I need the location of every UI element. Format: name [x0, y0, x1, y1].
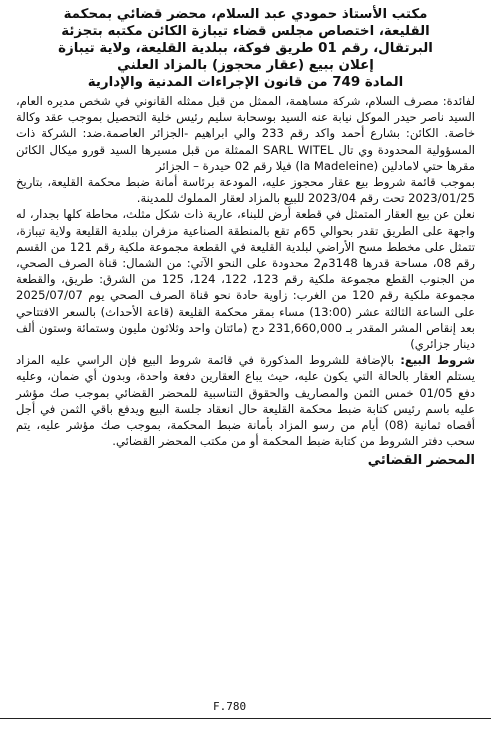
- heading-line: القليعة، اختصاص مجلس قضاء تيبازة الكائن مكتبه بتجزئة: [61, 24, 430, 39]
- heading-line: البرتقال، رقم 01 طريق فوكة، ببلدية القليعة، ولاية تيبازة: [58, 41, 433, 56]
- sale-terms-text: بالإضافة للشروط المذكورة في قائمة شروط البيع فإن الراسي عليه المزاد يستلم العقار بالحالة التي يكون عليه، حيث يباع العقارين دفعة واحدة، وبدون أي ضمان، وعليه دفع 01/05 خمس الثمن والمصاريف والحقوق التناسبية للمحضر القضائي بموجب صك مؤشر عليه باسم رئيس كتابة ضبط محكمة القليعة حال انعقاد جلسة البيع ويدفع باقي الثمن في أجل أقصاه ثمانية (08) أيام من رسو المزاد بأمانة ضبط المحكمة، بموجب صك مؤشر عليه، يتم سحب دفتر الشروط من كتابة ضبط المحكمة أو من مكتب المحضر القضائي.: [16, 353, 475, 449]
- reference-number: F.780: [213, 700, 247, 713]
- conditions-reference-paragraph: بموجب قائمة شروط بيع عقار محجوز عليه، المودعة برئاسة أمانة ضبط محكمة القليعة، بتاريخ 2023/01/25 تحت رقم 2023/04 للبيع بالمزاد لعقار المملوك للمدينة.: [16, 175, 475, 206]
- property-description-paragraph: نعلن عن بيع العقار المتمثل في قطعة أرض للبناء، عارية ذات شكل مثلث، محاطة كلها بجدار، له واجهة على الطريق تقدر بحوالي 65م تقع بالمنطقة الصناعية مزفران ببلدية القليعة ولاية تيبازة، تتمثل على مخطط مسح الأراضي لبلدية القليعة في القطعة مجموعة ملكية رقم 121 من القسم رقم 08، مساحة قدرها 3148م2 محدودة على النحو الآتي: من الشمال: قناة الصرف الصحي، من الجنوب القطع مجموعة ملكية رقم 123، 122، 124، 125 من الشرق: طريق، والقطعة مجموعة ملكية رقم 120 من الغرب: زاوية حادة نحو قناة الصرف الصحي يوم 2025/07/07 على الساعة الثالثة عشر (13:00) مساء بمقر محكمة القليعة (قاعة الأحداث) بالسعر الافتتاحي بعد إنقاص المشر المقدر بـ 231,660,000 دج (مائتان واحد وثلاثون مليون وستمائة وستون ألف دينار جزائري): [16, 207, 475, 352]
- bottom-divider: [0, 718, 491, 719]
- sale-terms-paragraph: [16, 352, 475, 449]
- notice-heading: [16, 6, 475, 91]
- sale-terms-label: شروط البيع:: [400, 353, 475, 368]
- parties-paragraph: لفائدة: مصرف السلام، شركة مساهمة، الممثل من قبل ممثله القانوني في شخص مديره العام، السيد ناصر حيدر الموكل نيابة عنه السيد بوسحابة سليم رئيس خلية التحصيل بموجب عقد وكالة خاصة. الكائن: بشارع أحمد واكد رقم 233 والي ابراهيم -الجزائر العاصمة.ضد: الشركة ذات المسؤولية المحدودة وي تال SARL WITEL الممثلة من قبل مسيرها السيد قورو ميكال الكائن مقرها حتي لامادلين (la Madeleine) فيلا رقم 02 حيدرة – الجزائر: [16, 94, 476, 173]
- heading-line: إعلان ببيع (عقار محجوز) بالمزاد العلني: [117, 58, 374, 73]
- heading-line: مكتب الأستاذ حمودي عبد السلام، محضر قضائي بمحكمة: [63, 7, 428, 22]
- bailiff-signature: المحضر القضائي: [367, 453, 475, 469]
- heading-line: المادة 749 من قانون الإجراءات المدنية والإدارية: [87, 75, 404, 90]
